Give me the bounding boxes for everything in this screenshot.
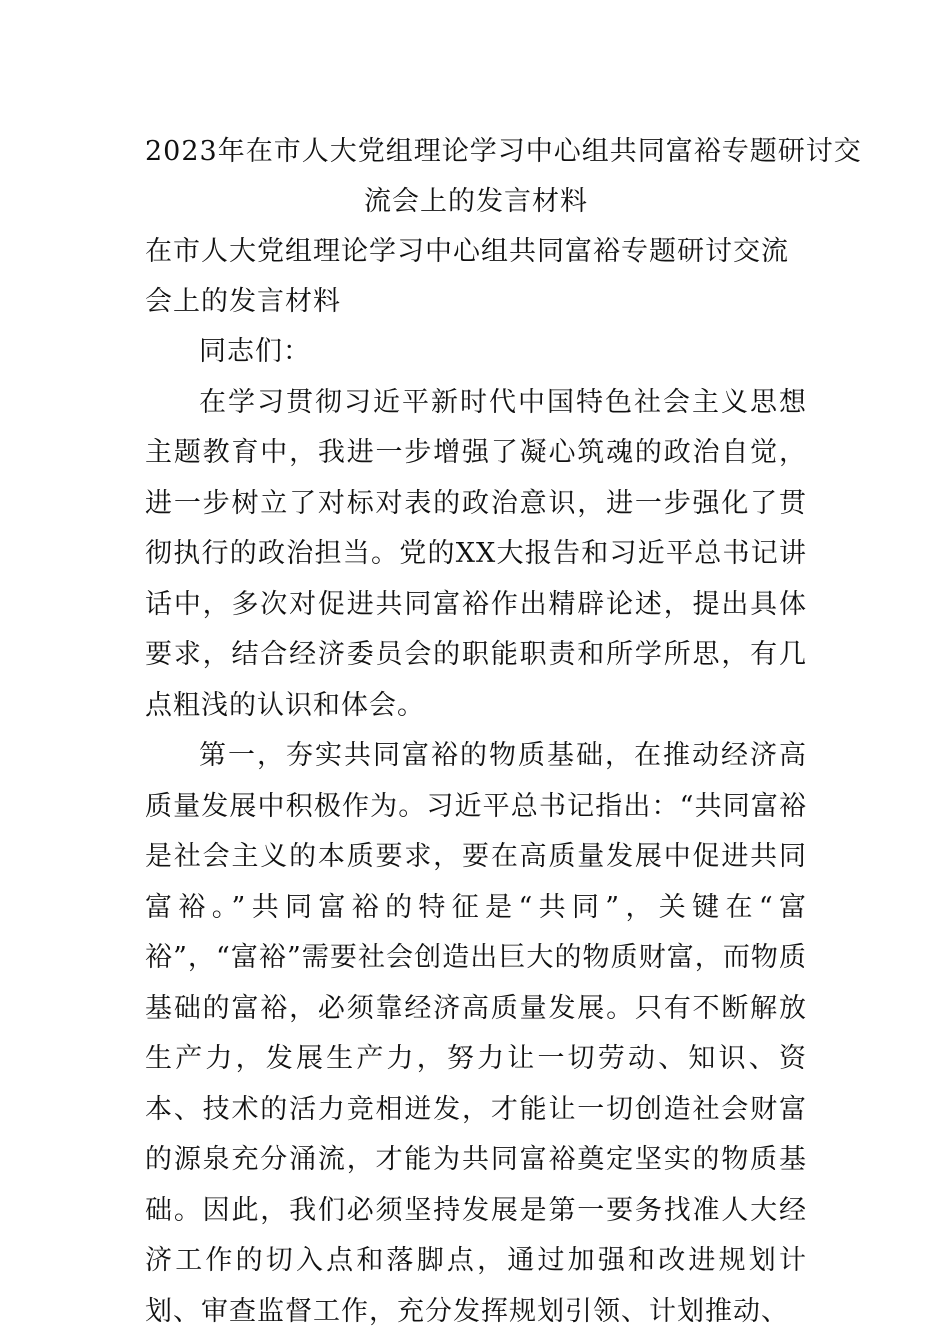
paragraph-intro: 在学习贯彻习近平新时代中国特色社会主义思想主题教育中，我进一步增强了凝心筑魂的政治自觉，进一步树立了对标对表的政治意识，进一步强化了贯彻执行的政治担当。党的XX大报告和习近平总书记讲话中，多次对促进共同富裕作出精辟论述，提出具体要求，结合经济委员会的职能职责和所学所思，有几点粗浅的认识和体会。 bbox=[145, 386, 807, 721]
salutation: 同志们： bbox=[199, 336, 311, 367]
title-line-2: 流会上的发言材料 bbox=[364, 186, 588, 217]
document-subtitle: 在市人大党组理论学习中心组共同富裕专题研讨交流会上的发言材料 bbox=[145, 236, 789, 317]
paragraph-first-point: 第一，夯实共同富裕的物质基础，在推动经济高质量发展中积极作为。习近平总书记指出：“共同富裕是社会主义的本质要求，要在高质量发展中促进共同富裕。”共同富裕的特征是“共同”，关键在“富裕”，“富裕”需要社会创造出巨大的物质财富，而物质基础的富裕，必须靠经济高质量发展。只有不断解放生产力，发展生产力，努力让一切劳动、知识、资本、技术的活力竞相迸发，才能让一切创造社会财富的源泉充分涌流，才能为共同富裕奠定坚实的物质基础。因此，我们必须坚持发展是第一要务找准人大经济工作的切入点和落脚点，通过加强和改进规划计划、审查监督工作，充分发挥规划引领、计划推动、 bbox=[145, 740, 807, 1327]
document-body bbox=[145, 127, 862, 1337]
document-title bbox=[145, 127, 862, 227]
title-line-1: 2023年在市人大党组理论学习中心组共同富裕专题研讨交 bbox=[145, 136, 862, 167]
